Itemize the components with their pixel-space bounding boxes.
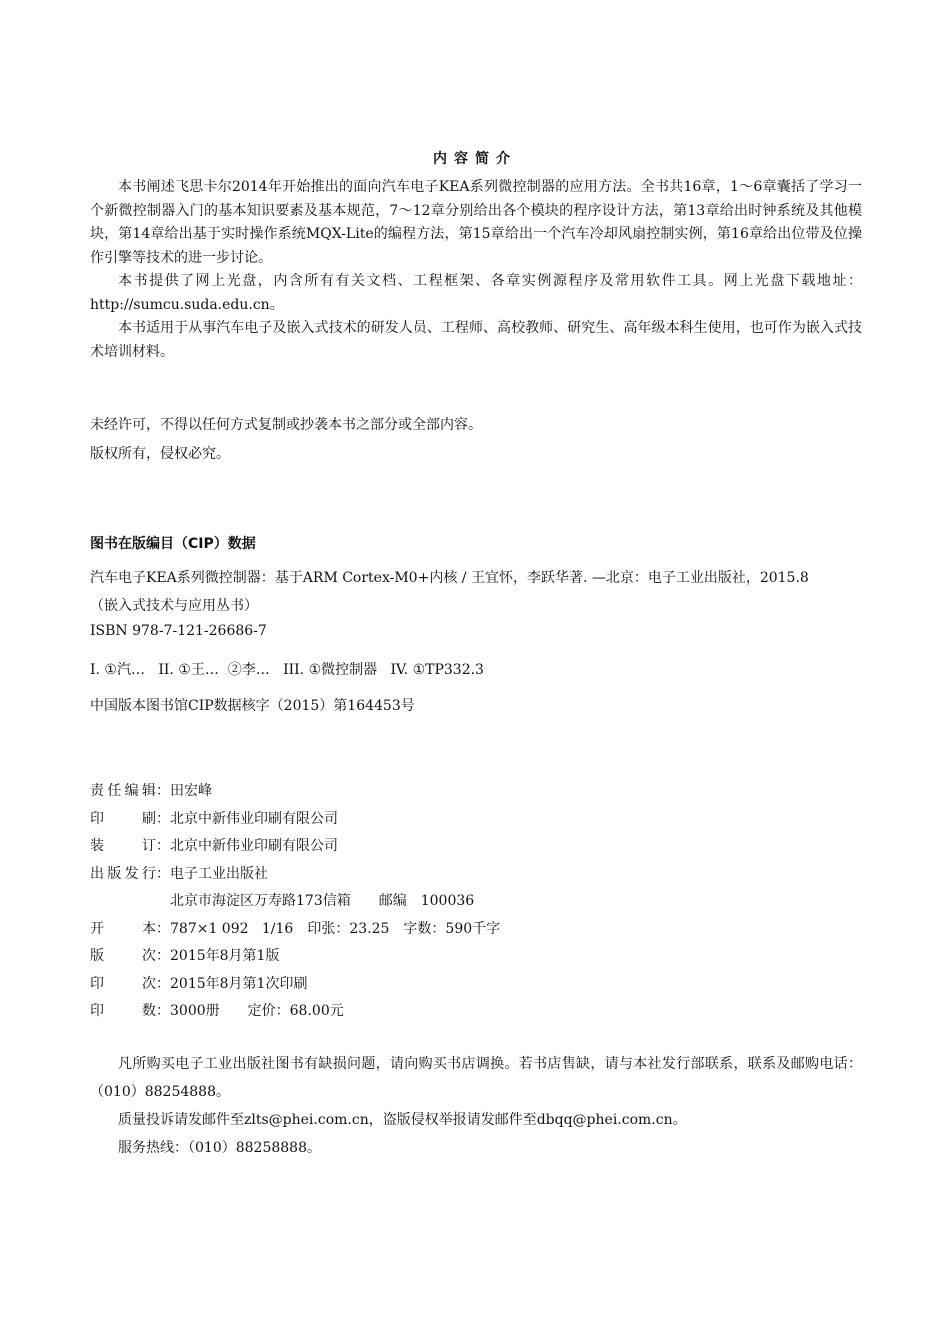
cip-bibliographic-line: 汽车电子KEA系列微控制器：基于ARM Cortex-M0+内核 / 王宜怀，李跃华著. —北京：电子工业出版社，2015.8	[90, 570, 809, 586]
intro-paragraph: 本书提供了网上光盘，内含所有有关文档、工程框架、各章实例源程序及常用软件工具。网上光盘下载地址：http://sumcu.suda.edu.cn。	[90, 273, 862, 313]
words-value: 590千字	[445, 920, 501, 937]
editor-value: 田宏峰	[170, 783, 212, 799]
postcode-value: 100036	[420, 893, 475, 909]
editor-label: 责任编辑	[90, 783, 156, 799]
printer-row: 印刷：北京中新伟业印刷有限公司	[90, 806, 790, 834]
price-label: 定价	[247, 1003, 276, 1019]
copies-value: 3000册	[170, 1003, 220, 1019]
intro-section	[90, 176, 862, 364]
cip-isbn: ISBN 978-7-121-26686-7	[90, 623, 267, 639]
cip-series-line: （嵌入式技术与应用丛书）	[90, 598, 258, 614]
editor-row: 责任编辑：田宏峰	[90, 778, 790, 806]
intro-paragraph: 本书适用于从事汽车电子及嵌入式技术的研发人员、工程师、高校教师、研究生、高年级本科生使用，也可作为嵌入式技术培训材料。	[90, 320, 862, 360]
footer-notice	[90, 1050, 862, 1162]
copyright-notice	[90, 411, 862, 469]
footer-paragraph: 服务热线：（010）88258888。	[118, 1140, 321, 1156]
sheets-value: 23.25	[349, 920, 390, 937]
impression-value: 2015年8月第1次印刷	[170, 975, 308, 992]
format-row: 开本：787×1 092 1/16 印张：23.25 字数：590千字	[90, 916, 790, 944]
printer-value: 北京中新伟业印刷有限公司	[170, 810, 338, 827]
binder-value: 北京中新伟业印刷有限公司	[170, 838, 338, 854]
printer-label: 印刷	[90, 810, 156, 827]
binder-label: 装订	[90, 838, 156, 854]
intro-title: 内容简介	[433, 151, 517, 167]
impression-row: 印次：2015年8月第1次印刷	[90, 971, 790, 999]
publication-details	[90, 778, 790, 1026]
format-value: 787×1 092 1/16	[170, 920, 294, 937]
copies-row: 印数：3000册 定价：68.00元	[90, 998, 790, 1026]
cip-title: 图书在版编目（CIP）数据	[90, 536, 256, 552]
sheets-label: 印张	[307, 920, 336, 937]
copyright-line: 未经许可，不得以任何方式复制或抄袭本书之部分或全部内容。	[90, 417, 482, 433]
address-row	[90, 888, 790, 916]
publisher-row: 出版发行：电子工业出版社	[90, 861, 790, 889]
address-value: 北京市海淀区万寿路173信箱	[170, 893, 351, 909]
postcode-label: 邮编	[378, 893, 407, 909]
edition-value: 2015年8月第1版	[170, 948, 280, 964]
cip-catalog-number: 中国版本图书馆CIP数据核字（2015）第164453号	[90, 698, 415, 714]
cip-classification: I. ①汽… II. ①王… ②李… III. ①微控制器 IV. ①TP332.3	[90, 662, 484, 678]
footer-paragraph: 质量投诉请发邮件至zlts@phei.com.cn，盗版侵权举报请发邮件至dbqq@phei.com.cn。	[118, 1112, 687, 1128]
intro-paragraph: 本书阐述飞思卡尔2014年开始推出的面向汽车电子KEA系列微控制器的应用方法。全书共16章，1～6章囊括了学习一个新微控制器入门的基本知识要素及基本规范，7～12章分别给出各个模块的程序设计方法，第13章给出时钟系统及其他模块，第14章给出基于实时操作系统MQX-Lite的编程方法，第15章给出一个汽车冷却风扇控制实例，第16章给出位带及位操作引擎等技术的进一步讨论。	[90, 179, 862, 266]
binder-row: 装订：北京中新伟业印刷有限公司	[90, 833, 790, 861]
copyright-line: 版权所有，侵权必究。	[90, 446, 230, 462]
edition-row: 版次：2015年8月第1版	[90, 943, 790, 971]
words-label: 字数	[403, 920, 432, 937]
format-label: 开本	[90, 920, 156, 937]
footer-paragraph: 凡所购买电子工业出版社图书有缺损问题，请向购买书店调换。若书店售缺，请与本社发行部联系，联系及邮购电话：（010）88254888。	[90, 1056, 862, 1100]
copies-label: 印数	[90, 1003, 156, 1019]
price-value: 68.00元	[289, 1003, 344, 1019]
publisher-label: 出版发行	[90, 865, 156, 882]
edition-label: 版次	[90, 948, 156, 964]
publisher-value: 电子工业出版社	[170, 865, 268, 882]
impression-label: 印次	[90, 975, 156, 992]
